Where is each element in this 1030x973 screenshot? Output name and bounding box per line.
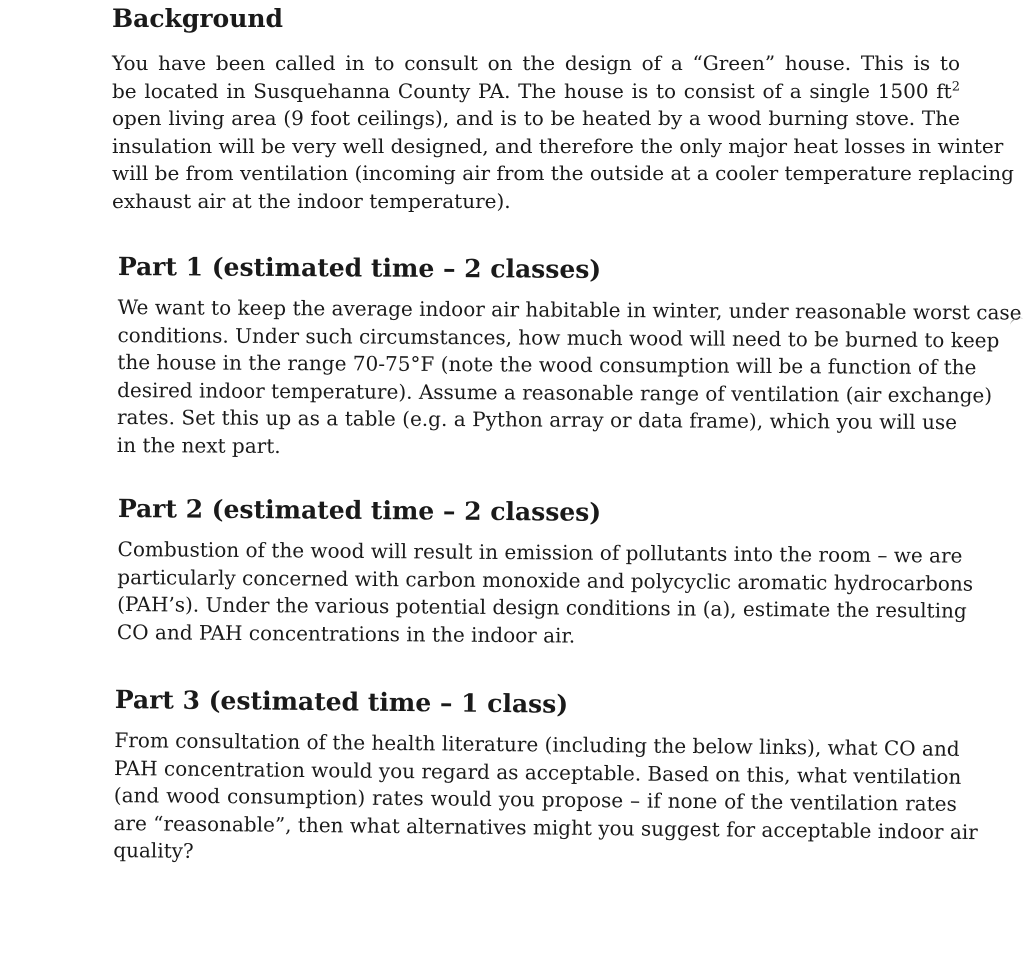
paragraph-line: will be from ventilation (incoming air from the outside at a cooler temperature replacing	[112, 161, 1014, 185]
part1-heading: Part 1 (estimated time – 2 classes)	[117, 252, 602, 284]
paragraph-line: exhaust air at the indoor temperature).	[112, 188, 511, 213]
background-paragraph	[112, 50, 1014, 215]
paragraph-line	[112, 78, 960, 106]
paragraph-line: particularly concerned with carbon monoxide and polycyclic aromatic hydrocarbons	[117, 564, 974, 596]
paragraph-line: (PAH’s). Under the various potential design conditions in (a), estimate the resulting	[117, 591, 967, 623]
paragraph-line: PAH concentration would you regard as acceptable. Based on this, what ventilation	[114, 755, 962, 789]
paragraph-line: the house in the range 70-75°F (note the wood consumption will be a function of the	[117, 349, 977, 380]
background-heading: Background	[112, 4, 284, 33]
paragraph-line: Combustion of the wood will result in emission of pollutants into the room – we are	[117, 536, 963, 568]
part3-paragraph	[113, 727, 978, 873]
paragraph-line: We want to keep the average indoor air habitable in winter, under reasonable worst case	[117, 294, 1022, 325]
paragraph-line: open living area (9 foot ceilings), and is to be heated by a wood burning stove. The	[112, 106, 960, 130]
part2-section	[116, 494, 974, 653]
area-superscript: 2	[951, 78, 960, 94]
paragraph-line: in the next part.	[116, 432, 281, 458]
paragraph-line: From consultation of the health literature (including the below links), what CO and	[114, 727, 960, 761]
paragraph-line: conditions. Under such circumstances, how much wood will need to be burned to keep	[117, 322, 1000, 352]
paragraph-line: rates. Set this up as a table (e.g. a Python array or data frame), which you will use	[116, 404, 958, 435]
paragraph-line: (and wood consumption) rates would you propose – if none of the ventilation rates	[113, 782, 957, 816]
part3-heading: Part 3 (estimated time – 1 class)	[114, 685, 569, 719]
paragraph-line: insulation will be very well designed, and therefore the only major heat losses in winter	[112, 133, 1004, 158]
paragraph-line: desired indoor temperature). Assume a reasonable range of ventilation (air exchange)	[117, 377, 993, 407]
part3-section	[113, 685, 978, 873]
paragraph-line: are “reasonable”, then what alternatives might you suggest for acceptable indoor air	[113, 810, 978, 844]
part1-section	[116, 252, 1022, 464]
part1-paragraph	[116, 294, 1022, 464]
part2-heading: Part 2 (estimated time – 2 classes)	[117, 494, 602, 527]
paragraph-line: quality?	[113, 837, 194, 863]
part2-paragraph	[116, 536, 974, 653]
paragraph-line: CO and PAH concentrations in the indoor air.	[116, 619, 576, 648]
paragraph-line: You have been called in to consult on the design of a “Green” house. This is to	[112, 51, 960, 75]
background-section	[112, 4, 1014, 215]
paragraph-line-text: be located in Susquehanna County PA. The house is to consist of a single 1500 ft	[112, 78, 952, 103]
